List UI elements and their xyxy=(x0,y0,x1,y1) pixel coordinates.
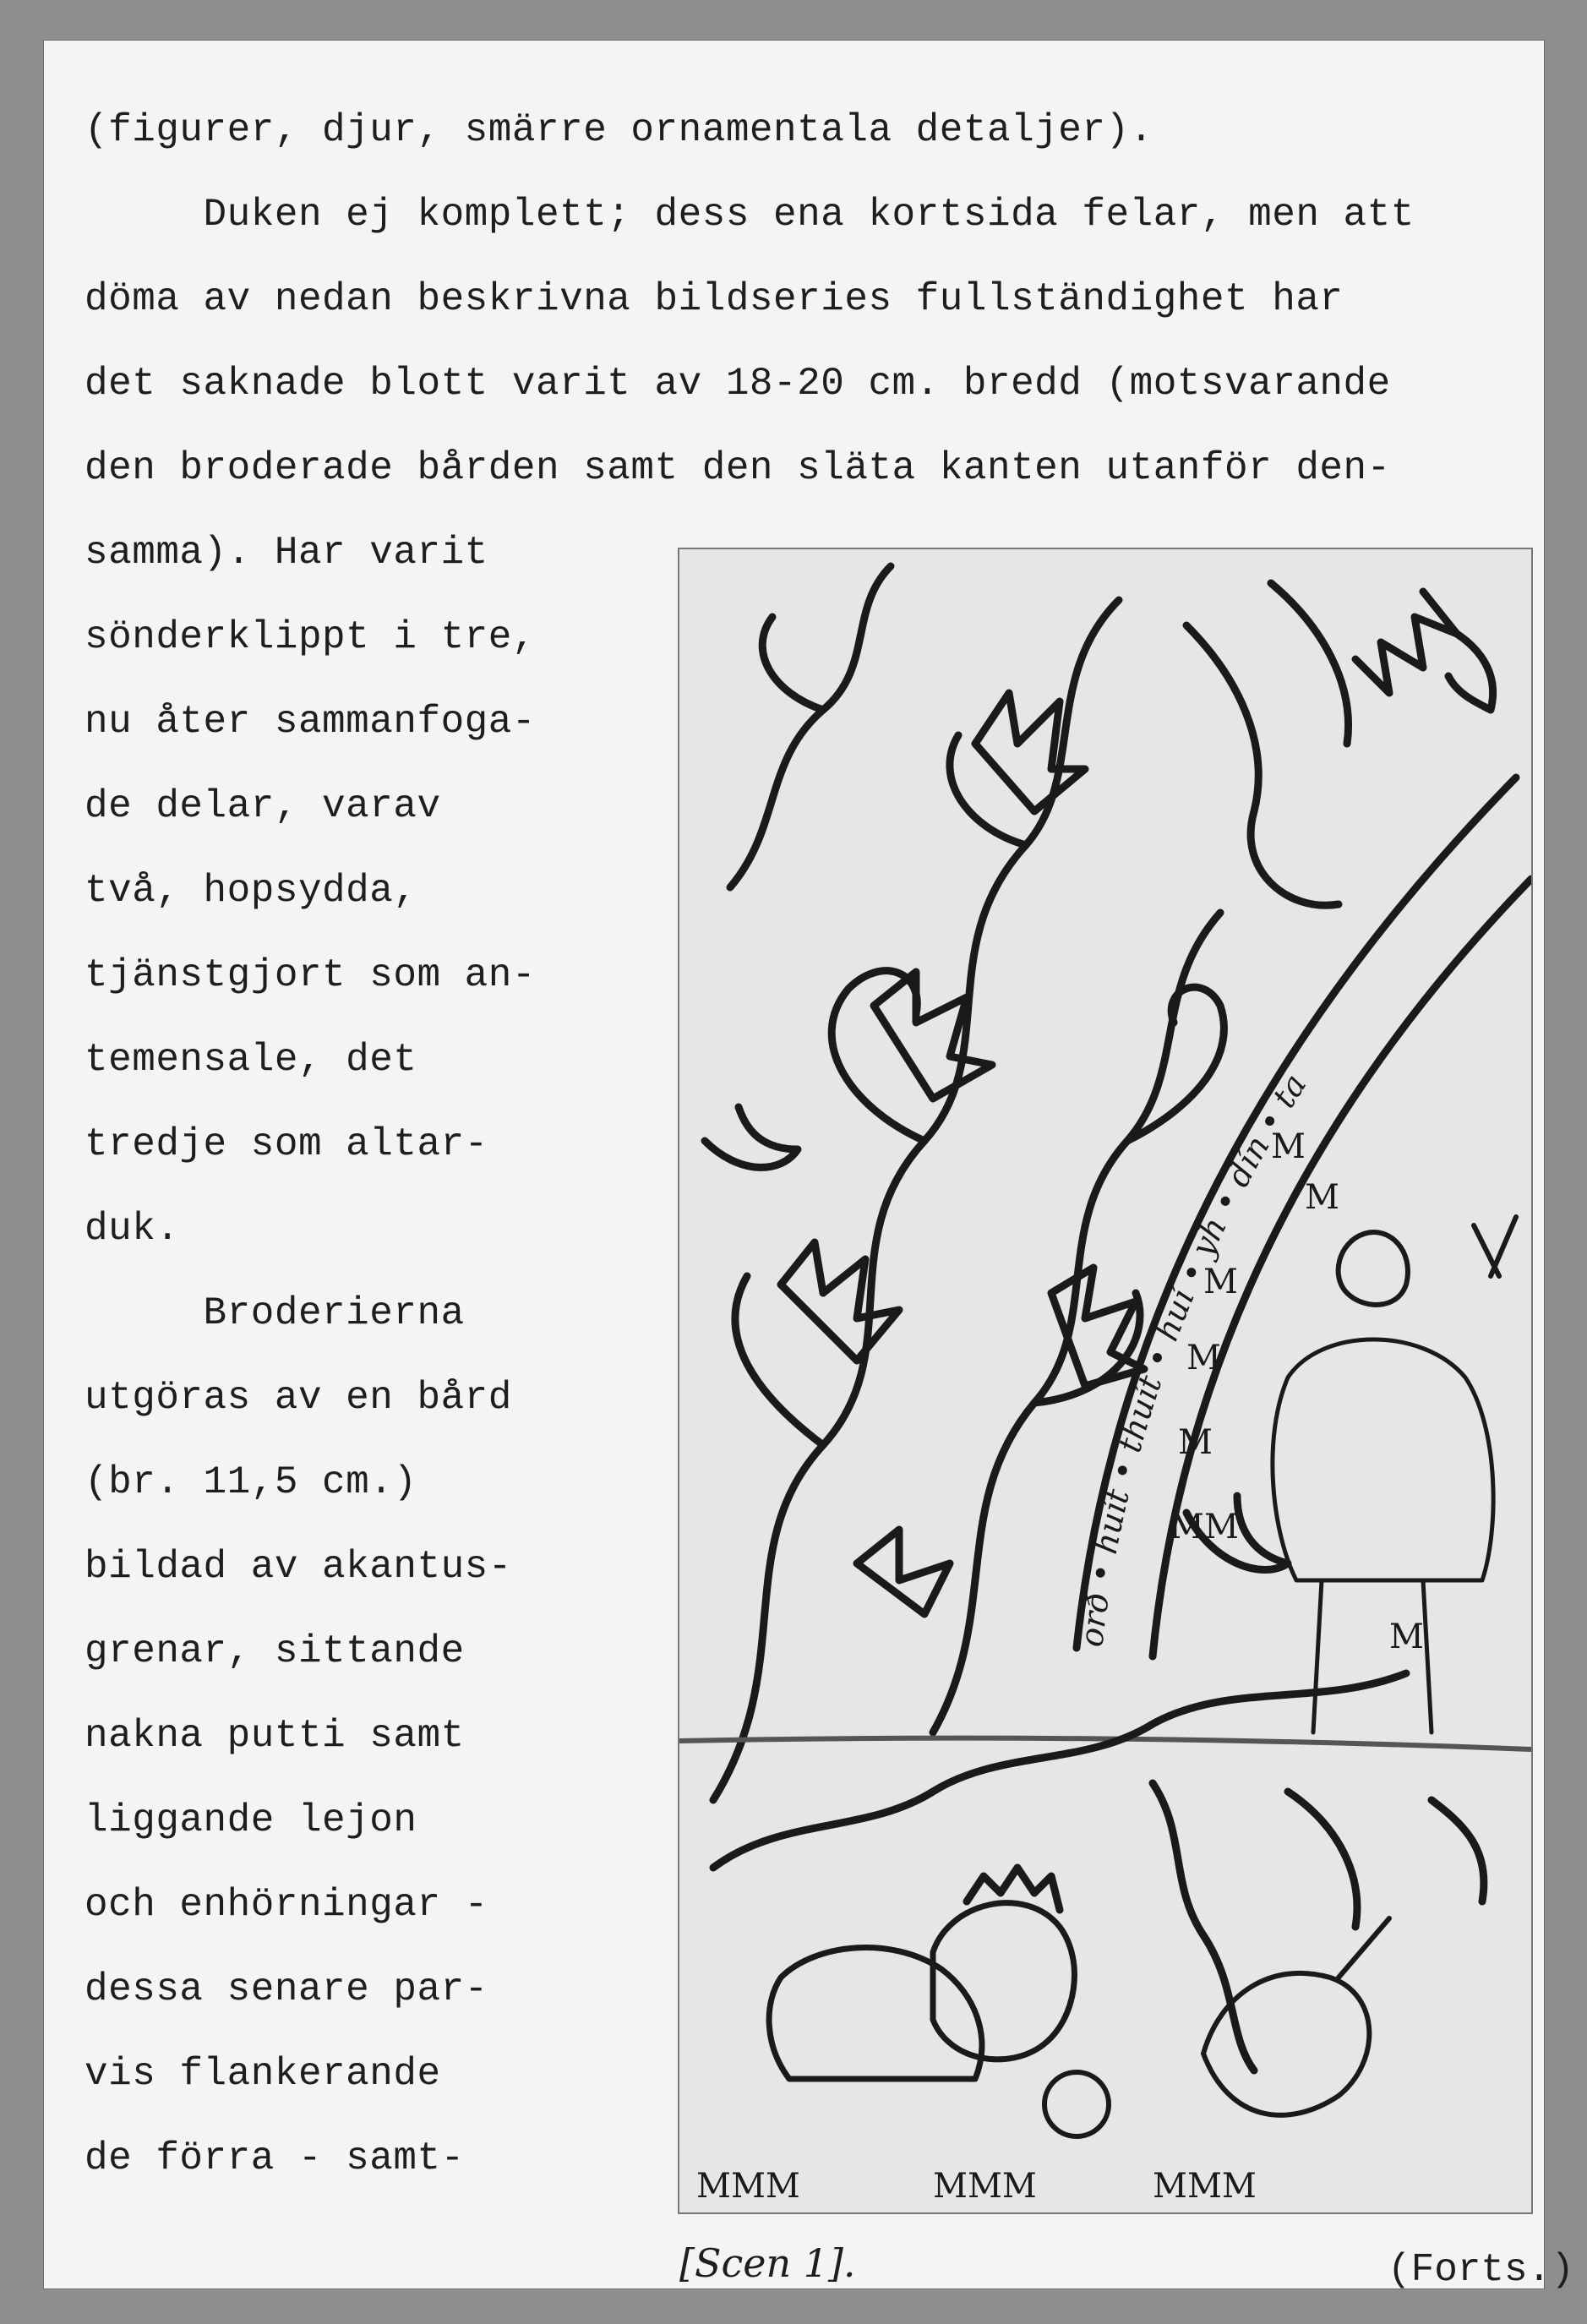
text-line: det saknade blott varit av 18-20 cm. bredd (motsvarande xyxy=(85,362,1391,406)
text-line: samma). Har varit xyxy=(85,531,488,575)
text-line: utgöras av en bård xyxy=(85,1376,512,1420)
text-line: duk. xyxy=(85,1207,180,1251)
text-line: vis flankerande xyxy=(85,2052,441,2096)
text-line: nu åter sammanfoga- xyxy=(85,700,536,744)
text-line: temensale, det xyxy=(85,1038,417,1082)
continued-note: (Forts.) xyxy=(1388,2248,1574,2292)
text-line: (figurer, djur, smärre ornamentala detaljer). xyxy=(85,108,1153,152)
text-line: döma av nedan beskrivna bildseries fullständighet har xyxy=(85,277,1344,321)
text-line: tredje som altar- xyxy=(85,1122,488,1166)
svg-text:M: M xyxy=(1389,1618,1424,1656)
text-line: de förra - samt- xyxy=(85,2136,465,2180)
svg-text:M: M xyxy=(1178,1423,1213,1462)
document-page xyxy=(44,41,1574,2292)
svg-text:MMM: MMM xyxy=(1153,2167,1257,2206)
text-line: nakna putti samt xyxy=(85,1714,465,1758)
text-line: Broderierna xyxy=(85,1291,465,1335)
svg-text:MM: MM xyxy=(1170,1508,1239,1547)
svg-text:M: M xyxy=(1203,1263,1238,1301)
figure-caption: [Scen 1]. xyxy=(679,2240,856,2286)
svg-text:M: M xyxy=(1186,1339,1221,1377)
text-line: tjänstgjort som an- xyxy=(85,953,536,997)
text-line: liggande lejon xyxy=(85,1798,417,1842)
text-line: den broderade bården samt den släta kanten utanför den- xyxy=(85,446,1391,490)
svg-text:MMM: MMM xyxy=(696,2167,800,2206)
text-line: två, hopsydda, xyxy=(85,869,417,913)
text-line: och enhörningar - xyxy=(85,1883,488,1927)
text-line: dessa senare par- xyxy=(85,1967,488,2011)
text-line: (br. 11,5 cm.) xyxy=(85,1460,417,1504)
svg-text:M: M xyxy=(1305,1178,1339,1217)
svg-text:M: M xyxy=(1271,1127,1306,1166)
text-line: de delar, varav xyxy=(85,784,441,828)
arc-inscription: orð • huít • thuít • huí • yh • dín • ta xyxy=(1072,1067,1314,1650)
text-line: grenar, sittande xyxy=(85,1629,465,1673)
embroidery-photo xyxy=(678,548,1533,2214)
text-line: Duken ej komplett; dess ena kortsida felar, men att xyxy=(85,193,1415,237)
text-line: bildad av akantus- xyxy=(85,1545,512,1589)
svg-text:MMM: MMM xyxy=(933,2167,1037,2206)
text-line: sönderklippt i tre, xyxy=(85,615,536,659)
